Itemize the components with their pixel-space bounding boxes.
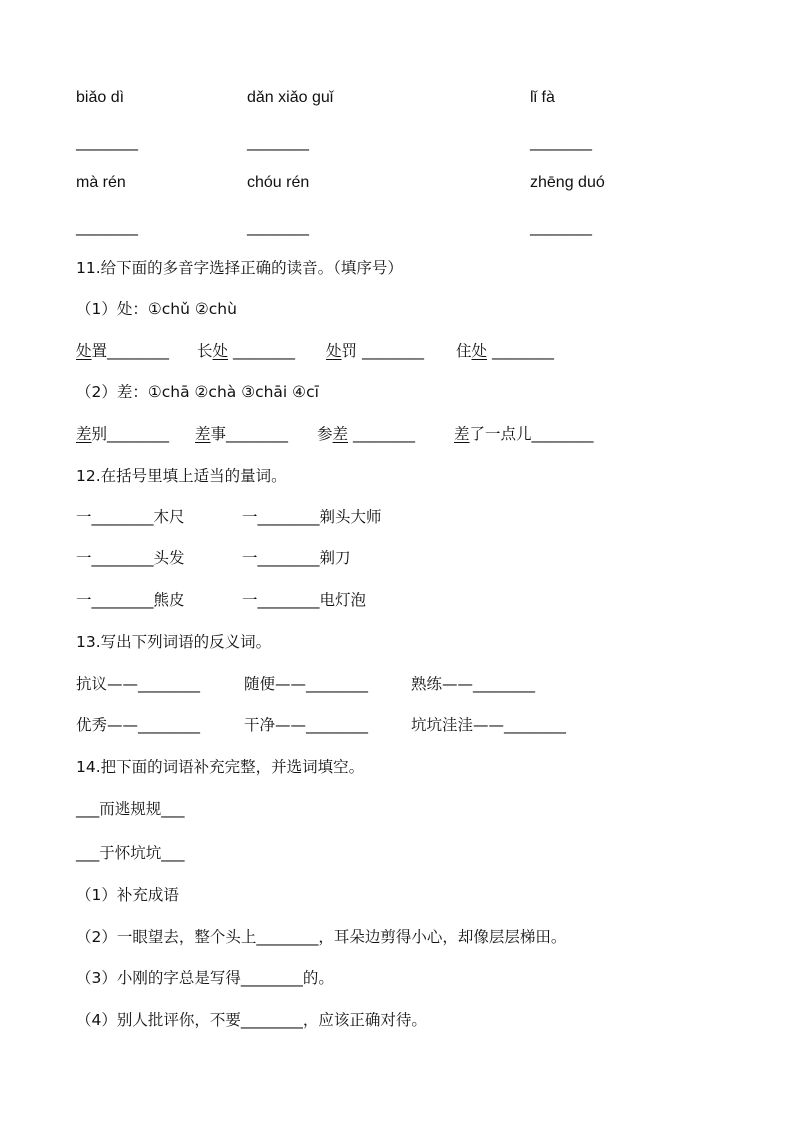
q14-sub-3[interactable]: （3）小刚的字总是写得________的。 <box>76 969 334 987</box>
question-14-title: 14.把下面的词语补充完整，并选词填空。 <box>76 758 365 776</box>
q11-item-chuzhi[interactable]: 处置________ <box>76 342 170 360</box>
q11-item-cenci[interactable]: 参差 ________ <box>317 425 415 443</box>
q14-idiom-2[interactable]: ___于怀坑坑___ <box>76 844 185 862</box>
q12-item[interactable]: 一________熊皮 <box>76 591 185 609</box>
q12-item[interactable]: 一________剃头大师 <box>242 508 382 526</box>
answer-blank-6[interactable]: ________ <box>530 218 592 236</box>
underlined-char: 差 <box>76 425 92 443</box>
q13-item[interactable]: 优秀——________ <box>76 716 201 734</box>
pinyin-1: biǎo dì <box>76 89 125 106</box>
q11-item-chabie[interactable]: 差别________ <box>76 425 170 443</box>
underlined-char: 处 <box>326 342 342 360</box>
underlined-char: 差 <box>454 425 470 443</box>
q14-sub-4[interactable]: （4）别人批评你，不要________，应该正确对待。 <box>76 1011 427 1029</box>
q14-sub-2[interactable]: （2）一眼望去，整个头上________，耳朵边剪得小心，却像层层梯田。 <box>76 928 567 946</box>
underlined-char: 处 <box>76 342 92 360</box>
underlined-char: 差 <box>195 425 211 443</box>
q12-item[interactable]: 一________木尺 <box>76 508 185 526</box>
underlined-char: 处 <box>212 342 229 360</box>
q13-item[interactable]: 随便——________ <box>244 675 369 693</box>
q11-item-chaishi[interactable]: 差事________ <box>195 425 289 443</box>
q12-item[interactable]: 一________电灯泡 <box>242 591 367 609</box>
q11-part1-label: （1）处：①chǔ ②chù <box>76 300 237 318</box>
question-13-title: 13.写出下列词语的反义词。 <box>76 633 272 651</box>
q13-item[interactable]: 熟练——________ <box>411 675 536 693</box>
question-11-title: 11.给下面的多音字选择正确的读音。（填序号） <box>76 259 403 277</box>
answer-blank-5[interactable]: ________ <box>247 218 309 236</box>
pinyin-3: lǐ fà <box>530 89 555 106</box>
pinyin-5: chóu rén <box>247 174 310 191</box>
q14-sub-1: （1）补充成语 <box>76 886 179 904</box>
q13-item[interactable]: 抗议——________ <box>76 675 201 693</box>
answer-blank-3[interactable]: ________ <box>530 133 592 151</box>
pinyin-6: zhēng duó <box>530 174 605 191</box>
answer-blank-4[interactable]: ________ <box>76 218 138 236</box>
q12-item[interactable]: 一________剃刀 <box>242 549 351 567</box>
answer-blank-1[interactable]: ________ <box>76 133 138 151</box>
q12-item[interactable]: 一________头发 <box>76 549 185 567</box>
q11-item-chaleyidianer[interactable]: 差了一点儿________ <box>454 425 594 443</box>
question-12-title: 12.在括号里填上适当的量词。 <box>76 467 287 485</box>
q13-item[interactable]: 坑坑洼洼——________ <box>411 716 567 734</box>
q11-part2-label: （2）差：①chā ②chà ③chāi ④cī <box>76 383 319 401</box>
q11-item-chufa[interactable]: 处罚 ________ <box>326 342 424 360</box>
underlined-char: 差 <box>332 425 349 443</box>
q11-item-zhangchu[interactable]: 长处 ________ <box>197 342 295 360</box>
q13-item[interactable]: 干净——________ <box>244 716 369 734</box>
answer-blank-2[interactable]: ________ <box>247 133 309 151</box>
q14-idiom-1[interactable]: ___而逃规规___ <box>76 800 185 818</box>
pinyin-2: dǎn xiǎo guǐ <box>247 89 334 106</box>
pinyin-4: mà rén <box>76 174 126 191</box>
q11-item-zhuchu[interactable]: 住处 ________ <box>456 342 554 360</box>
underlined-char: 处 <box>471 342 488 360</box>
